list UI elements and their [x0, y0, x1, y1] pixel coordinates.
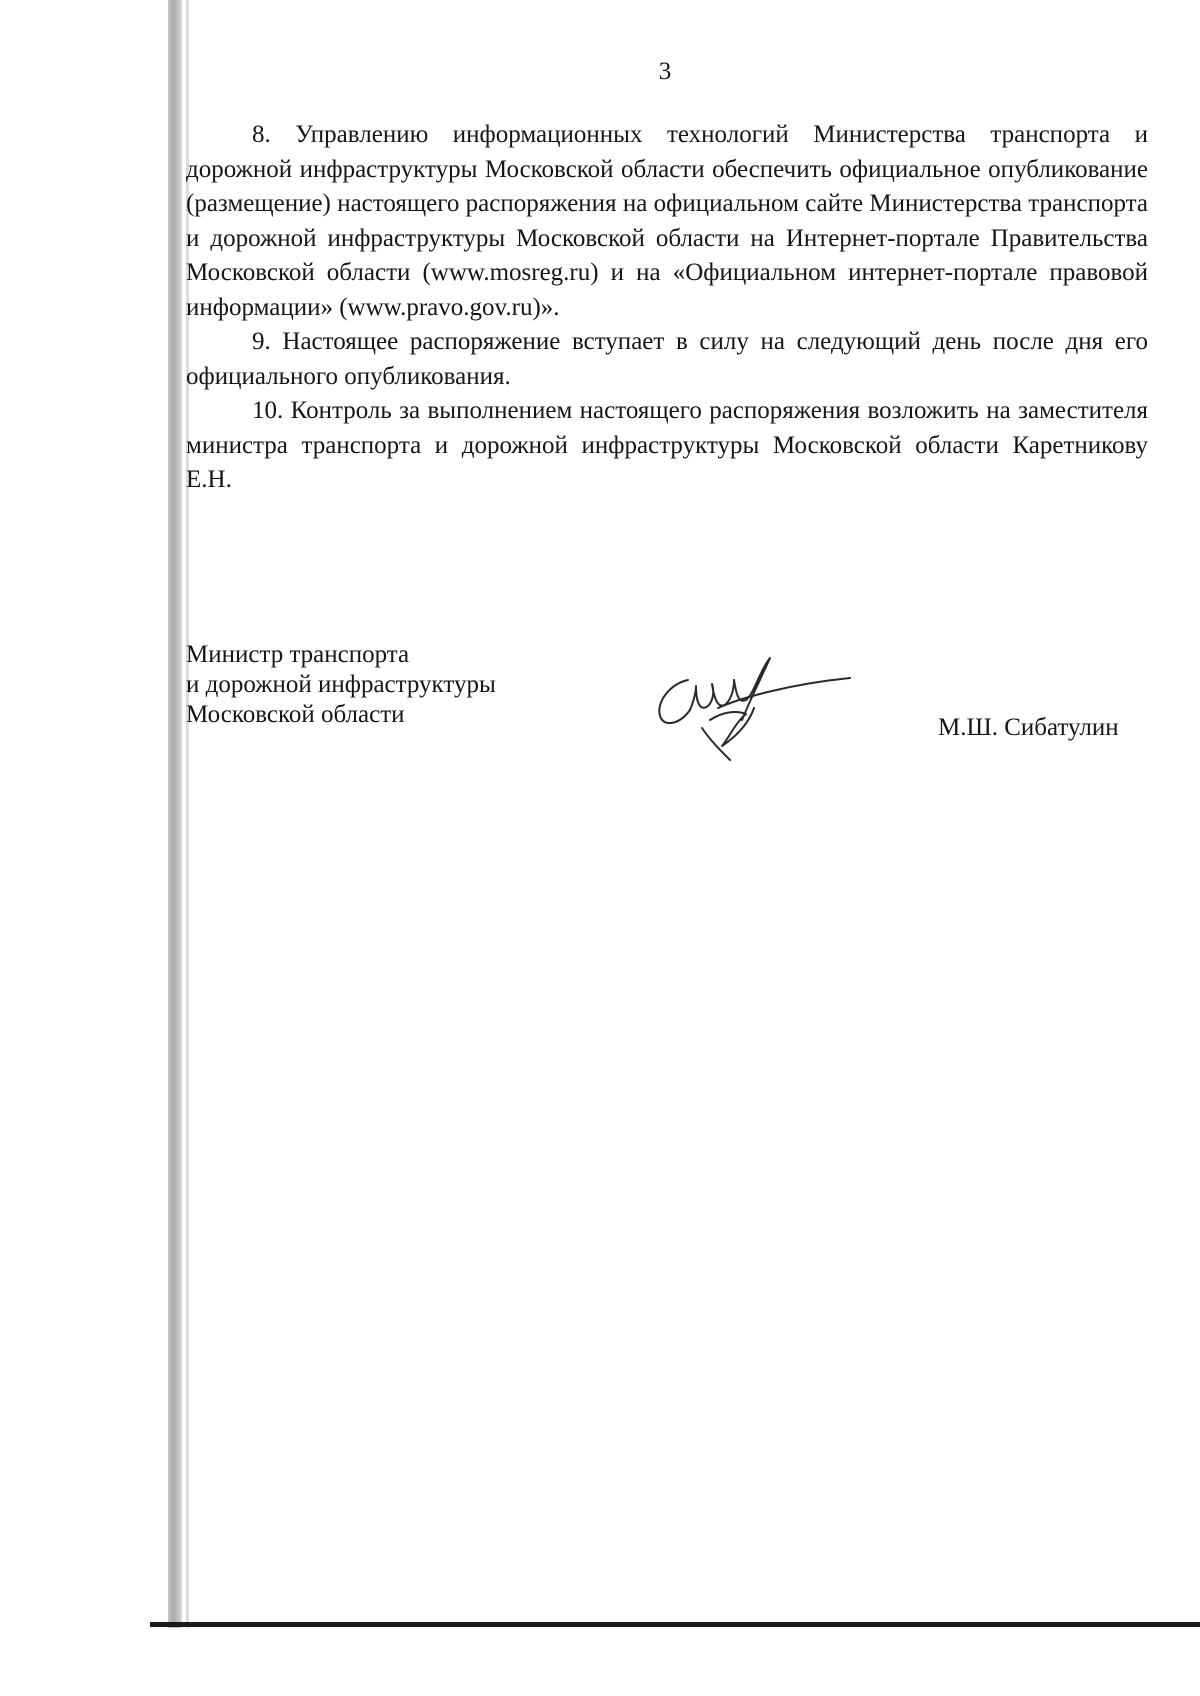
paragraph-10	[186, 394, 1148, 498]
paragraph-number: 8.	[252, 121, 271, 148]
handwritten-signature	[650, 650, 860, 770]
scan-bottom-edge	[150, 1622, 1200, 1627]
document-body	[186, 118, 1148, 498]
paragraph-text: Контроль за выполнением настоящего распоряжения возложить на заместителя министра транспорта и дорожной инфраструктуры Московской области Каретникову Е.Н.	[186, 397, 1149, 493]
page-number: 3	[658, 58, 672, 85]
signatory-position	[186, 640, 496, 730]
paragraph-number: 10.	[252, 397, 284, 424]
paragraph-9	[186, 325, 1148, 394]
paragraph-text: Управлению информационных технологий Министерства транспорта и дорожной инфраструктуры Московской области обеспечить официальное опубликование (размещение) настоящего распоряжения на официальном сайте Министерства транспорта и дорожной инфраструктуры Московской области на Интернет-портале Правительства Московской области (www.mosreg.ru) и на «Официальном интернет-портале правовой информации» (www.pravo.gov.ru)».	[186, 121, 1148, 321]
scan-binding-shadow	[168, 0, 182, 1628]
signer-name: М.Ш. Сибатулин	[938, 714, 1119, 741]
paragraph-text: Настоящее распоряжение вступает в силу на следующий день после дня его официального опубликования.	[186, 328, 1149, 390]
position-line: и дорожной инфраструктуры	[186, 671, 496, 698]
position-line: Московской области	[186, 701, 405, 728]
paragraph-8	[186, 118, 1148, 325]
position-line: Министр транспорта	[186, 641, 410, 668]
paragraph-number: 9.	[252, 328, 271, 355]
